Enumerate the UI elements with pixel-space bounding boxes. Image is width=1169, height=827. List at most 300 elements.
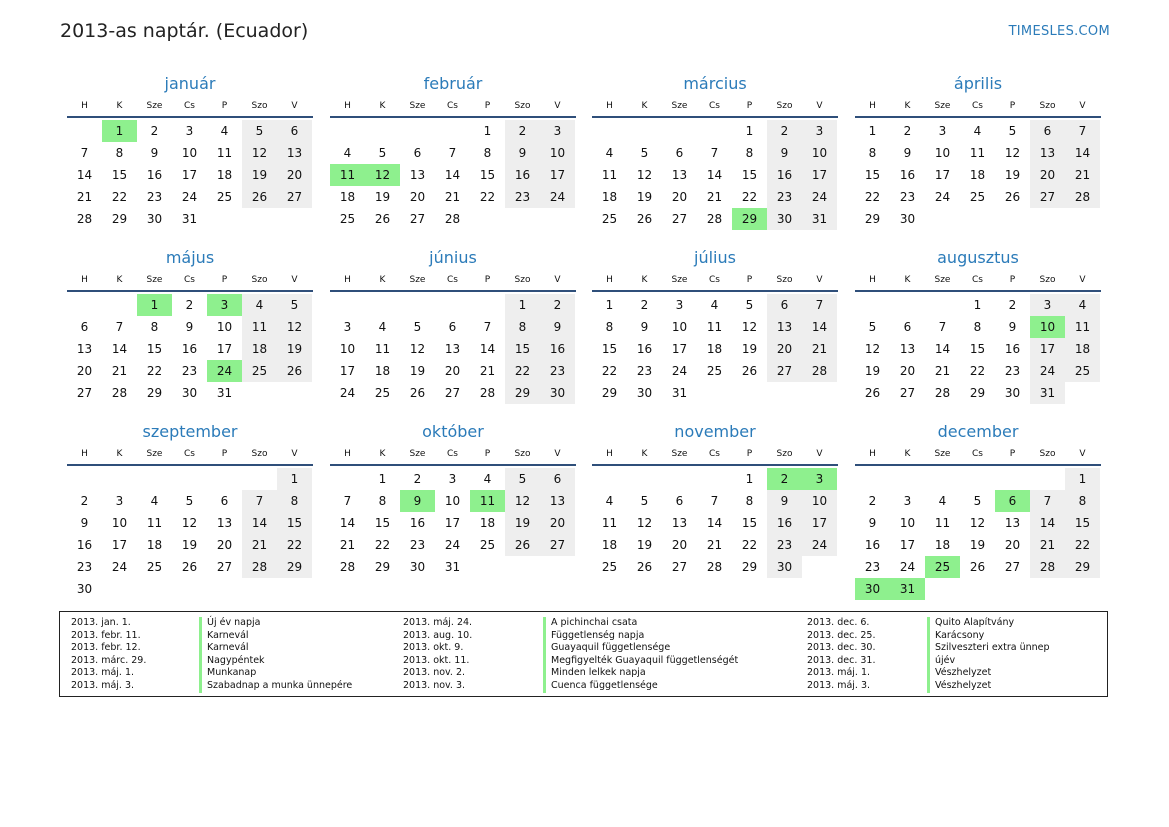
day-cell: 20 (1004, 538, 1021, 552)
week-row (330, 512, 576, 534)
weekday-label: Cs (447, 101, 458, 111)
weekday-label: V (554, 275, 561, 285)
day-cell: 1 (745, 124, 754, 138)
weekday-label: H (81, 101, 88, 111)
week-row (855, 360, 1101, 382)
week-row (592, 556, 838, 578)
legend-holiday-name: Karácsony (927, 630, 1050, 643)
month-divider (855, 116, 1101, 118)
day-cell: 15 (601, 342, 618, 356)
weekday-label: P (746, 449, 753, 459)
day-cell: 12 (864, 342, 881, 356)
empty-cell (925, 468, 960, 490)
weekday-header (330, 96, 576, 116)
day-cell: 22 (505, 360, 540, 382)
day-cell: 12 (277, 316, 312, 338)
month-divider (330, 290, 576, 292)
day-cell: 4 (343, 146, 352, 160)
day-cell: 12 (1004, 146, 1021, 160)
day-cell: 15 (864, 168, 881, 182)
weekday-header (592, 444, 838, 464)
week-row (592, 382, 838, 404)
day-cell: 31 (181, 212, 198, 226)
week-row (67, 338, 313, 360)
month-name: július (694, 248, 736, 267)
day-cell: 6 (675, 146, 684, 160)
day-cell: 5 (505, 468, 540, 490)
day-cell: 30 (767, 556, 802, 578)
holiday-day: 30 (855, 578, 890, 600)
day-cell: 2 (903, 124, 912, 138)
day-cell: 23 (1004, 364, 1021, 378)
day-cell: 18 (479, 516, 496, 530)
weekday-label: V (1079, 101, 1086, 111)
day-cell: 18 (934, 538, 951, 552)
day-cell: 9 (903, 146, 912, 160)
day-cell: 3 (115, 494, 124, 508)
day-cell: 1 (483, 124, 492, 138)
empty-cell (137, 578, 172, 600)
day-cell: 16 (899, 168, 916, 182)
day-cell: 27 (1004, 560, 1021, 574)
legend-date: 2013. okt. 9. (403, 642, 464, 654)
week-row (67, 490, 313, 512)
month-name: november (674, 422, 756, 441)
empty-cell (662, 468, 697, 490)
week-row (67, 164, 313, 186)
weekday-label: K (379, 101, 386, 111)
weekday-label: H (869, 275, 876, 285)
empty-cell (400, 294, 435, 316)
day-cell: 14 (111, 342, 128, 356)
empty-cell (102, 468, 137, 490)
day-cell: 5 (413, 320, 422, 334)
weekday-label: H (606, 275, 613, 285)
holiday-day: 11 (330, 164, 365, 186)
empty-cell (330, 294, 365, 316)
day-cell: 14 (76, 168, 93, 182)
month-name: augusztus (937, 248, 1019, 267)
day-cell: 7 (710, 146, 719, 160)
week-row (855, 382, 1101, 404)
day-cell: 13 (671, 168, 688, 182)
weekday-label: K (116, 449, 123, 459)
day-cell: 26 (409, 386, 426, 400)
holiday-day: 1 (102, 120, 137, 142)
month-divider (67, 464, 313, 466)
day-cell: 14 (706, 168, 723, 182)
weekday-label: H (869, 101, 876, 111)
empty-cell (802, 556, 837, 578)
empty-cell (732, 382, 767, 404)
day-cell: 29 (146, 386, 163, 400)
day-cell: 12 (505, 490, 540, 512)
empty-cell (470, 208, 505, 230)
day-cell: 16 (146, 168, 163, 182)
day-cell: 18 (242, 338, 277, 360)
legend-names-column (927, 617, 1050, 693)
empty-cell (925, 208, 960, 230)
legend-holiday-name: Nagypéntek (199, 655, 352, 668)
weekday-label: P (484, 449, 491, 459)
weekday-label: Cs (184, 275, 195, 285)
day-cell: 10 (899, 516, 916, 530)
day-cell: 19 (636, 538, 653, 552)
day-cell: 21 (242, 534, 277, 556)
day-cell: 4 (710, 298, 719, 312)
holiday-day: 3 (802, 468, 837, 490)
day-cell: 27 (216, 560, 233, 574)
month-4 (855, 72, 1101, 230)
day-cell: 22 (864, 190, 881, 204)
day-cell: 10 (934, 146, 951, 160)
day-cell: 24 (111, 560, 128, 574)
empty-cell (627, 468, 662, 490)
day-cell: 21 (802, 338, 837, 360)
day-cell: 8 (483, 146, 492, 160)
holiday-day: 10 (1030, 316, 1065, 338)
day-cell: 30 (767, 208, 802, 230)
day-cell: 23 (899, 190, 916, 204)
week-row (855, 468, 1101, 490)
legend-dates-column (403, 617, 472, 693)
day-cell: 22 (1065, 534, 1100, 556)
day-cell: 17 (1030, 338, 1065, 360)
legend-holiday-name: Szilveszteri extra ünnep (927, 642, 1050, 655)
legend-dates-column (71, 617, 146, 693)
day-cell: 13 (899, 342, 916, 356)
day-cell: 10 (111, 516, 128, 530)
day-cell: 21 (706, 538, 723, 552)
month-name: június (429, 248, 477, 267)
week-row (855, 294, 1101, 316)
day-cell: 23 (76, 560, 93, 574)
day-cell: 5 (640, 494, 649, 508)
day-cell: 5 (242, 120, 277, 142)
day-cell: 6 (448, 320, 457, 334)
week-row (592, 120, 838, 142)
legend-holiday-name: újév (927, 655, 1050, 668)
week-row (855, 142, 1101, 164)
day-cell: 17 (339, 364, 356, 378)
day-cell: 19 (409, 364, 426, 378)
day-cell: 10 (802, 142, 837, 164)
day-cell: 22 (741, 190, 758, 204)
legend-date: 2013. máj. 24. (403, 617, 473, 628)
day-cell: 4 (973, 124, 982, 138)
weekday-label: P (746, 101, 753, 111)
day-cell: 23 (146, 190, 163, 204)
day-cell: 13 (671, 516, 688, 530)
day-cell: 8 (745, 146, 754, 160)
day-cell: 11 (146, 516, 163, 530)
day-cell: 24 (181, 190, 198, 204)
day-cell: 28 (934, 386, 951, 400)
holiday-legend (59, 611, 1108, 697)
week-row (67, 120, 313, 142)
day-cell: 8 (115, 146, 124, 160)
legend-holiday-name: Vészhelyzet (927, 667, 1050, 680)
weekday-label: Szo (514, 449, 531, 459)
legend-date: 2013. febr. 11. (71, 629, 141, 641)
week-row (592, 316, 838, 338)
day-cell: 28 (802, 360, 837, 382)
week-row (330, 360, 576, 382)
day-cell: 2 (1008, 298, 1017, 312)
empty-cell (470, 556, 505, 578)
day-cell: 13 (216, 516, 233, 530)
weekday-header (592, 270, 838, 290)
day-cell: 23 (540, 360, 575, 382)
weekday-label: K (379, 449, 386, 459)
week-row (855, 338, 1101, 360)
weekday-label: K (904, 275, 911, 285)
weekday-label: Szo (251, 275, 268, 285)
day-cell: 20 (671, 190, 688, 204)
day-cell: 26 (741, 364, 758, 378)
weekday-label: P (221, 449, 228, 459)
day-cell: 1 (973, 298, 982, 312)
day-cell: 18 (374, 364, 391, 378)
day-cell: 21 (1065, 164, 1100, 186)
week-row (592, 360, 838, 382)
day-cell: 18 (601, 538, 618, 552)
empty-cell (330, 120, 365, 142)
week-row (592, 512, 838, 534)
day-cell: 7 (343, 494, 352, 508)
empty-cell (470, 294, 505, 316)
weekday-label: K (379, 275, 386, 285)
day-cell: 22 (111, 190, 128, 204)
week-row (67, 578, 313, 600)
weekday-label: V (554, 101, 561, 111)
day-cell: 17 (181, 168, 198, 182)
weekday-label: Sze (934, 449, 951, 459)
day-cell: 19 (636, 190, 653, 204)
week-row (592, 338, 838, 360)
week-row (330, 316, 576, 338)
day-cell: 30 (540, 382, 575, 404)
holiday-day: 2 (767, 468, 802, 490)
week-row (67, 208, 313, 230)
day-cell: 29 (277, 556, 312, 578)
empty-cell (697, 468, 732, 490)
day-cell: 24 (934, 190, 951, 204)
day-cell: 17 (802, 164, 837, 186)
day-cell: 20 (767, 338, 802, 360)
day-cell: 8 (605, 320, 614, 334)
day-cell: 24 (802, 186, 837, 208)
day-cell: 19 (374, 190, 391, 204)
weekday-label: Sze (671, 275, 688, 285)
day-cell: 8 (150, 320, 159, 334)
month-divider (592, 464, 838, 466)
weekday-label: Cs (972, 275, 983, 285)
weekday-label: K (641, 275, 648, 285)
holiday-day: 25 (925, 556, 960, 578)
month-name: február (423, 74, 483, 93)
legend-holiday-name: Karnevál (199, 642, 352, 655)
day-cell: 14 (339, 516, 356, 530)
day-cell: 29 (505, 382, 540, 404)
day-cell: 6 (767, 294, 802, 316)
day-cell: 27 (277, 186, 312, 208)
day-cell: 14 (1030, 512, 1065, 534)
day-cell: 16 (864, 538, 881, 552)
day-cell: 3 (903, 494, 912, 508)
day-cell: 28 (1065, 186, 1100, 208)
day-cell: 25 (216, 190, 233, 204)
empty-cell (960, 468, 995, 490)
brand-link[interactable]: TIMESLES.COM (1008, 24, 1110, 39)
day-cell: 13 (444, 342, 461, 356)
week-row (592, 534, 838, 556)
day-cell: 6 (540, 468, 575, 490)
empty-cell (330, 468, 365, 490)
day-cell: 4 (1065, 294, 1100, 316)
weekday-label: V (291, 449, 298, 459)
day-cell: 10 (339, 342, 356, 356)
empty-cell (505, 208, 540, 230)
weekday-label: V (1079, 449, 1086, 459)
month-7 (592, 246, 838, 404)
day-cell: 17 (540, 164, 575, 186)
empty-cell (662, 120, 697, 142)
legend-date: 2013. dec. 30. (807, 642, 876, 654)
day-cell: 14 (802, 316, 837, 338)
day-cell: 8 (973, 320, 982, 334)
weekday-label: K (641, 101, 648, 111)
weekday-header (330, 444, 576, 464)
weekday-label: Cs (184, 449, 195, 459)
day-cell: 20 (216, 538, 233, 552)
holiday-day: 24 (207, 360, 242, 382)
weekday-label: Sze (671, 449, 688, 459)
day-cell: 21 (76, 190, 93, 204)
day-cell: 26 (181, 560, 198, 574)
day-cell: 31 (802, 208, 837, 230)
legend-date: 2013. okt. 11. (403, 654, 470, 666)
empty-cell (365, 294, 400, 316)
day-cell: 17 (444, 516, 461, 530)
day-cell: 28 (1030, 556, 1065, 578)
empty-cell (102, 294, 137, 316)
day-cell: 18 (339, 190, 356, 204)
week-row (592, 294, 838, 316)
day-cell: 15 (479, 168, 496, 182)
day-cell: 9 (150, 146, 159, 160)
day-cell: 3 (938, 124, 947, 138)
day-cell: 19 (242, 164, 277, 186)
day-cell: 11 (374, 342, 391, 356)
weekday-label: Szo (514, 101, 531, 111)
day-cell: 25 (969, 190, 986, 204)
day-cell: 15 (374, 516, 391, 530)
day-cell: 9 (1008, 320, 1017, 334)
legend-date: 2013. nov. 3. (403, 679, 466, 691)
day-cell: 3 (540, 120, 575, 142)
legend-holiday-name: Szabadnap a munka ünnepére (199, 680, 352, 693)
day-cell: 15 (277, 512, 312, 534)
weekday-label: P (1009, 275, 1016, 285)
month-divider (67, 116, 313, 118)
day-cell: 18 (146, 538, 163, 552)
day-cell: 14 (479, 342, 496, 356)
day-cell: 5 (378, 146, 387, 160)
day-cell: 2 (413, 472, 422, 486)
empty-cell (67, 294, 102, 316)
day-cell: 31 (1030, 382, 1065, 404)
empty-cell (242, 208, 277, 230)
day-cell: 3 (343, 320, 352, 334)
holiday-day: 31 (890, 578, 925, 600)
day-cell: 15 (969, 342, 986, 356)
day-cell: 17 (934, 168, 951, 182)
day-cell: 8 (378, 494, 387, 508)
day-cell: 29 (864, 212, 881, 226)
empty-cell (207, 468, 242, 490)
day-cell: 10 (216, 320, 233, 334)
empty-cell (277, 578, 312, 600)
day-cell: 5 (1008, 124, 1017, 138)
day-cell: 30 (899, 212, 916, 226)
day-cell: 1 (505, 294, 540, 316)
month-12 (855, 420, 1101, 600)
day-cell: 19 (505, 512, 540, 534)
day-cell: 15 (505, 338, 540, 360)
day-cell: 28 (242, 556, 277, 578)
empty-cell (277, 382, 312, 404)
day-cell: 11 (601, 516, 618, 530)
legend-holiday-name: Megfigyelték Guayaquil függetlenségét (543, 655, 738, 668)
day-cell: 2 (540, 294, 575, 316)
day-cell: 2 (80, 494, 89, 508)
week-row (855, 578, 1101, 600)
day-cell: 4 (938, 494, 947, 508)
day-cell: 9 (185, 320, 194, 334)
day-cell: 8 (745, 494, 754, 508)
week-row (67, 556, 313, 578)
week-row (67, 186, 313, 208)
day-cell: 16 (1004, 342, 1021, 356)
day-cell: 21 (444, 190, 461, 204)
week-row (67, 512, 313, 534)
day-cell: 25 (1065, 360, 1100, 382)
day-cell: 20 (671, 538, 688, 552)
day-cell: 16 (636, 342, 653, 356)
legend-holiday-name: Karnevál (199, 630, 352, 643)
weekday-header (67, 444, 313, 464)
empty-cell (67, 468, 102, 490)
day-cell: 1 (378, 472, 387, 486)
month-6 (330, 246, 576, 404)
legend-holiday-name: A pichinchai csata (543, 617, 738, 630)
day-cell: 17 (216, 342, 233, 356)
day-cell: 26 (277, 360, 312, 382)
weekday-label: V (816, 449, 823, 459)
month-name: március (683, 74, 747, 93)
day-cell: 11 (242, 316, 277, 338)
day-cell: 26 (1004, 190, 1021, 204)
day-cell: 1 (605, 298, 614, 312)
day-cell: 10 (540, 142, 575, 164)
day-cell: 29 (741, 560, 758, 574)
weekday-label: H (81, 275, 88, 285)
week-row (67, 534, 313, 556)
day-cell: 21 (479, 364, 496, 378)
day-cell: 29 (111, 212, 128, 226)
day-cell: 3 (802, 120, 837, 142)
